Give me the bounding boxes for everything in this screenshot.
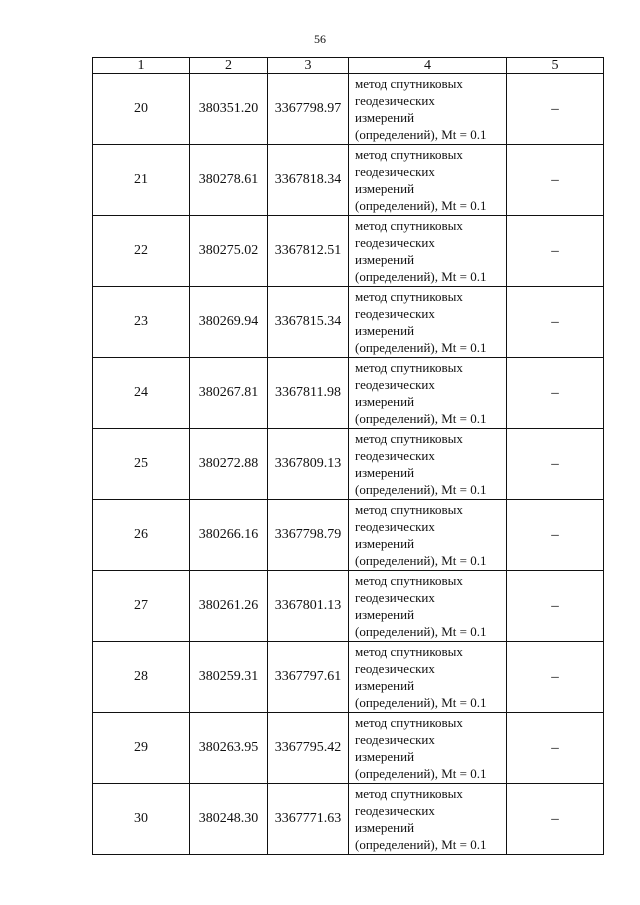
- method-text-line: геодезических: [355, 235, 435, 250]
- x-coordinate-cell: 380269.94: [190, 287, 268, 358]
- method-text-line: измерений: [355, 252, 415, 267]
- y-coordinate-cell: 3367795.42: [268, 713, 349, 784]
- header-row: [93, 58, 604, 74]
- method-text-line: измерений: [355, 465, 415, 480]
- point-number-cell: 23: [93, 287, 190, 358]
- method-text-line: геодезических: [355, 732, 435, 747]
- point-number-cell: 25: [93, 429, 190, 500]
- method-text-line: метод спутниковых: [355, 289, 463, 304]
- table-row: [93, 571, 604, 642]
- coordinates-table: [92, 57, 604, 855]
- y-coordinate-cell: 3367798.97: [268, 74, 349, 145]
- table-row: [93, 429, 604, 500]
- y-coordinate-cell: 3367801.13: [268, 571, 349, 642]
- method-text-line: измерений: [355, 749, 415, 764]
- method-text-line: (определений), Mt = 0.1: [355, 695, 487, 710]
- y-coordinate-cell: 3367771.63: [268, 784, 349, 855]
- method-cell: [349, 74, 507, 145]
- note-cell: –: [507, 216, 604, 287]
- table-row: [93, 713, 604, 784]
- x-coordinate-cell: 380272.88: [190, 429, 268, 500]
- table-row: [93, 145, 604, 216]
- method-text-line: геодезических: [355, 306, 435, 321]
- method-cell: [349, 287, 507, 358]
- method-text-line: метод спутниковых: [355, 786, 463, 801]
- table-row: [93, 74, 604, 145]
- x-coordinate-cell: 380267.81: [190, 358, 268, 429]
- method-text-line: (определений), Mt = 0.1: [355, 553, 487, 568]
- y-coordinate-cell: 3367809.13: [268, 429, 349, 500]
- header-col-5: 5: [507, 58, 604, 74]
- method-text-line: геодезических: [355, 448, 435, 463]
- method-cell: [349, 784, 507, 855]
- point-number-cell: 24: [93, 358, 190, 429]
- method-text-line: геодезических: [355, 803, 435, 818]
- method-text-line: измерений: [355, 607, 415, 622]
- point-number-cell: 27: [93, 571, 190, 642]
- header-col-3: 3: [268, 58, 349, 74]
- method-text-line: метод спутниковых: [355, 715, 463, 730]
- note-cell: –: [507, 287, 604, 358]
- method-cell: [349, 216, 507, 287]
- header-col-2: 2: [190, 58, 268, 74]
- table-row: [93, 500, 604, 571]
- method-text-line: (определений), Mt = 0.1: [355, 624, 487, 639]
- table-row: [93, 784, 604, 855]
- method-text-line: (определений), Mt = 0.1: [355, 837, 487, 852]
- header-col-4: 4: [349, 58, 507, 74]
- method-text-line: (определений), Mt = 0.1: [355, 340, 487, 355]
- point-number-cell: 22: [93, 216, 190, 287]
- method-text-line: (определений), Mt = 0.1: [355, 482, 487, 497]
- note-cell: –: [507, 500, 604, 571]
- table-header: [93, 58, 604, 74]
- method-text-line: метод спутниковых: [355, 360, 463, 375]
- x-coordinate-cell: 380266.16: [190, 500, 268, 571]
- table-row: [93, 642, 604, 713]
- table-row: [93, 287, 604, 358]
- note-cell: –: [507, 74, 604, 145]
- note-cell: –: [507, 358, 604, 429]
- method-text-line: (определений), Mt = 0.1: [355, 269, 487, 284]
- y-coordinate-cell: 3367797.61: [268, 642, 349, 713]
- table-body: [93, 74, 604, 855]
- method-cell: [349, 429, 507, 500]
- method-text-line: геодезических: [355, 93, 435, 108]
- method-text-line: метод спутниковых: [355, 644, 463, 659]
- x-coordinate-cell: 380351.20: [190, 74, 268, 145]
- method-text-line: геодезических: [355, 377, 435, 392]
- method-text-line: измерений: [355, 678, 415, 693]
- method-text-line: метод спутниковых: [355, 502, 463, 517]
- header-col-1: 1: [93, 58, 190, 74]
- method-text-line: измерений: [355, 110, 415, 125]
- note-cell: –: [507, 145, 604, 216]
- x-coordinate-cell: 380263.95: [190, 713, 268, 784]
- y-coordinate-cell: 3367815.34: [268, 287, 349, 358]
- table-row: [93, 358, 604, 429]
- method-text-line: геодезических: [355, 164, 435, 179]
- method-text-line: (определений), Mt = 0.1: [355, 411, 487, 426]
- note-cell: –: [507, 429, 604, 500]
- method-cell: [349, 713, 507, 784]
- note-cell: –: [507, 784, 604, 855]
- method-text-line: измерений: [355, 394, 415, 409]
- method-cell: [349, 500, 507, 571]
- x-coordinate-cell: 380259.31: [190, 642, 268, 713]
- x-coordinate-cell: 380275.02: [190, 216, 268, 287]
- method-text-line: (определений), Mt = 0.1: [355, 766, 487, 781]
- note-cell: –: [507, 642, 604, 713]
- method-text-line: геодезических: [355, 519, 435, 534]
- x-coordinate-cell: 380278.61: [190, 145, 268, 216]
- method-text-line: измерений: [355, 181, 415, 196]
- y-coordinate-cell: 3367812.51: [268, 216, 349, 287]
- x-coordinate-cell: 380261.26: [190, 571, 268, 642]
- point-number-cell: 21: [93, 145, 190, 216]
- y-coordinate-cell: 3367818.34: [268, 145, 349, 216]
- method-cell: [349, 145, 507, 216]
- method-text-line: (определений), Mt = 0.1: [355, 127, 487, 142]
- method-text-line: метод спутниковых: [355, 76, 463, 91]
- method-text-line: метод спутниковых: [355, 573, 463, 588]
- y-coordinate-cell: 3367811.98: [268, 358, 349, 429]
- method-text-line: измерений: [355, 323, 415, 338]
- method-cell: [349, 358, 507, 429]
- point-number-cell: 30: [93, 784, 190, 855]
- y-coordinate-cell: 3367798.79: [268, 500, 349, 571]
- method-text-line: геодезических: [355, 590, 435, 605]
- point-number-cell: 29: [93, 713, 190, 784]
- note-cell: –: [507, 713, 604, 784]
- x-coordinate-cell: 380248.30: [190, 784, 268, 855]
- method-text-line: геодезических: [355, 661, 435, 676]
- method-cell: [349, 571, 507, 642]
- point-number-cell: 20: [93, 74, 190, 145]
- method-text-line: измерений: [355, 536, 415, 551]
- method-cell: [349, 642, 507, 713]
- table-row: [93, 216, 604, 287]
- page-number: 56: [314, 32, 326, 46]
- method-text-line: метод спутниковых: [355, 431, 463, 446]
- point-number-cell: 28: [93, 642, 190, 713]
- method-text-line: измерений: [355, 820, 415, 835]
- note-cell: –: [507, 571, 604, 642]
- method-text-line: (определений), Mt = 0.1: [355, 198, 487, 213]
- method-text-line: метод спутниковых: [355, 147, 463, 162]
- method-text-line: метод спутниковых: [355, 218, 463, 233]
- point-number-cell: 26: [93, 500, 190, 571]
